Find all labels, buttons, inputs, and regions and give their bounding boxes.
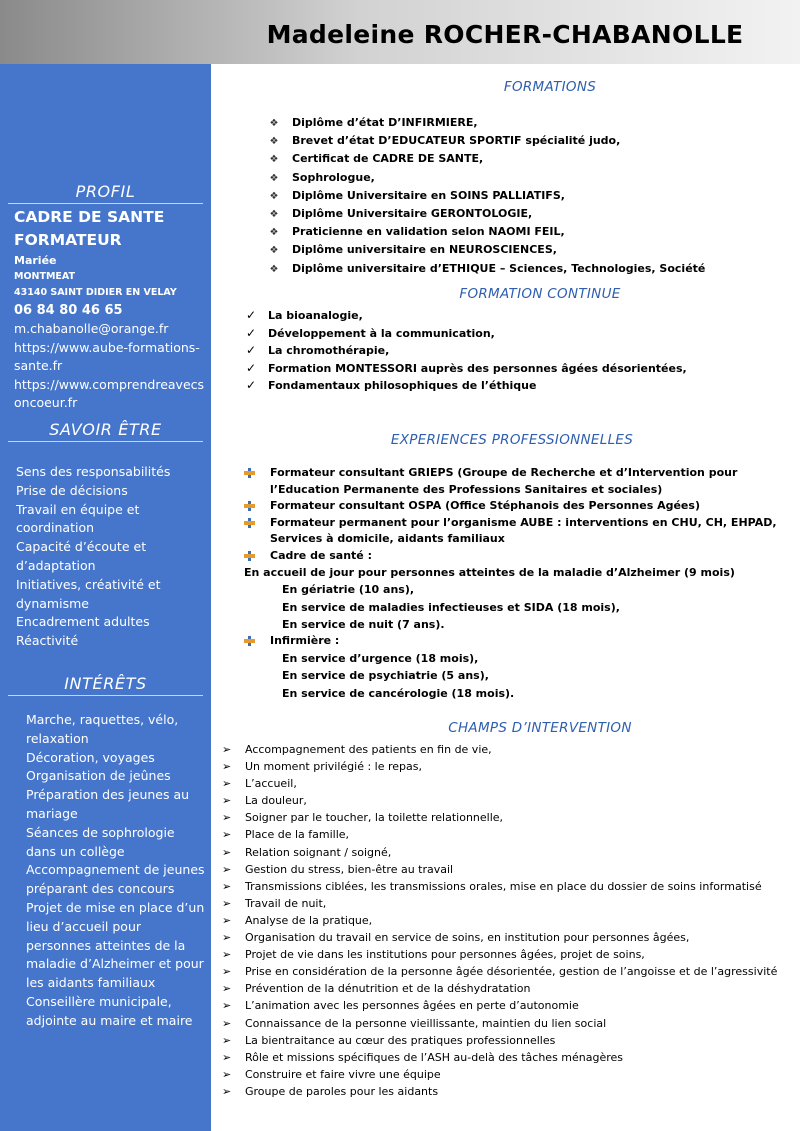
list-item <box>256 205 796 223</box>
experience-item-continued <box>244 531 800 548</box>
experience-text: Services à domicile, aidants familiaux <box>270 532 505 546</box>
experience-text: l’Education Permanente des Professions Sanitaires et sociales) <box>270 482 663 496</box>
list-item-text: Gestion du stress, bien-être au travail <box>245 862 454 876</box>
list-item-text: La bioanalogie, <box>268 309 363 322</box>
list-item: Décoration, voyages <box>26 749 155 765</box>
list-item-text: La douleur, <box>245 794 307 808</box>
flag-bullet-icon <box>244 548 270 565</box>
arrow-bullet-icon: ➢ <box>222 948 232 962</box>
list-item-text: Diplôme universitaire en NEUROSCIENCES, <box>292 243 557 257</box>
list-item <box>256 132 796 150</box>
list-item-text: Travail de nuit, <box>245 896 327 910</box>
arrow-bullet-icon: ➢ <box>222 760 232 774</box>
check-bullet-icon: ✓ <box>246 325 257 340</box>
experience-text: Formateur consultant OSPA (Office Stéphanois des Personnes Agées) <box>270 499 700 513</box>
list-item-text: Prise en considération de la personne âgée désorientée, gestion de l’angoisse et de l’agressivité <box>245 965 778 979</box>
list-item <box>246 325 796 343</box>
list-item-text: Diplôme Universitaire en SOINS PALLIATIFS, <box>292 188 565 202</box>
list-item: Conseillère municipale, adjointe au maire et maire <box>26 993 193 1028</box>
check-bullet-icon: ✓ <box>246 360 257 375</box>
list-item <box>222 1015 798 1032</box>
experience-text: Formateur permanent pour l’organisme AUBE : interventions en CHU, CH, EHPAD, <box>270 515 777 529</box>
page-title: Madeleine ROCHER-CHABANOLLE <box>266 20 744 49</box>
interets-list <box>26 711 206 1031</box>
list-item <box>222 929 798 946</box>
savoir-etre-list <box>16 463 206 651</box>
list-item-text: Prévention de la dénutrition et de la déshydratation <box>245 982 531 996</box>
list-item: Initiatives, créativité et dynamisme <box>16 576 161 611</box>
list-item: Organisation de jeûnes <box>26 768 171 784</box>
list-item-text: Projet de vie dans les institutions pour personnes âgées, projet de soins, <box>245 948 645 962</box>
arrow-bullet-icon: ➢ <box>222 999 232 1013</box>
list-item-text: Organisation du travail en service de soins, en institution pour personnes âgées, <box>245 931 690 945</box>
list-item: Réactivité <box>16 633 79 649</box>
list-item-text: Diplôme d’état D’INFIRMIERE, <box>292 116 478 129</box>
list-item <box>222 844 798 861</box>
list-item-text: Développement à la communication, <box>268 326 495 340</box>
list-item-text: L’accueil, <box>245 777 297 791</box>
website-link-1[interactable]: https://www.aube-formations-sante.fr <box>14 339 200 373</box>
list-item <box>222 809 798 826</box>
marital-status: Mariée <box>14 254 57 267</box>
experience-text: Formateur consultant GRIEPS (Groupe de Recherche et d’Intervention pour <box>270 466 738 479</box>
experience-detail: En accueil de jour pour personnes atteintes de la maladie d’Alzheimer (9 mois) <box>244 565 735 579</box>
list-item-text: Rôle et missions spécifiques de l’ASH au-delà des tâches ménagères <box>245 1050 624 1064</box>
list-item-text: Praticienne en validation selon NAOMI FEIL, <box>292 225 565 239</box>
experience-item <box>244 633 800 650</box>
list-item <box>222 741 798 758</box>
list-item <box>256 150 796 168</box>
profil-heading: PROFIL <box>8 182 203 204</box>
experiences-heading: EXPERIENCES PROFESSIONNELLES <box>390 432 634 448</box>
diamond-bullet-icon: ❖ <box>269 172 279 184</box>
list-item <box>256 114 796 132</box>
diamond-bullet-icon: ❖ <box>269 118 279 129</box>
arrow-bullet-icon: ➢ <box>222 1050 232 1064</box>
list-item <box>222 912 798 929</box>
list-item: Capacité d’écoute et d’adaptation <box>16 539 147 573</box>
list-item <box>246 360 796 378</box>
experience-detail: En gériatrie (10 ans), <box>282 583 415 597</box>
list-item-text: La chromothérapie, <box>268 344 390 358</box>
formation-continue-list <box>246 307 796 395</box>
list-item <box>246 307 796 325</box>
arrow-bullet-icon: ➢ <box>222 862 232 876</box>
experience-detail: En service de maladies infectieuses et SIDA (18 mois), <box>282 600 620 614</box>
experience-item-continued <box>244 482 800 499</box>
list-item-text: Diplôme universitaire d’ETHIQUE – Sciences, Technologies, Société <box>292 261 706 275</box>
list-item-text: Fondamentaux philosophiques de l’éthique <box>268 379 537 393</box>
flag-bullet-icon <box>244 465 270 482</box>
experiences-block <box>244 465 800 702</box>
check-bullet-icon: ✓ <box>246 378 257 393</box>
address-line-2: 43140 SAINT DIDIER EN VELAY <box>14 286 177 298</box>
list-item <box>256 169 796 187</box>
interets-heading: INTÉRÊTS <box>8 674 203 696</box>
arrow-bullet-icon: ➢ <box>222 828 232 842</box>
list-item <box>222 1066 798 1083</box>
list-item-text: Construire et faire vivre une équipe <box>245 1067 441 1081</box>
experience-detail: En service d’urgence (18 mois), <box>282 651 479 665</box>
list-item-text: Analyse de la pratique, <box>245 913 373 927</box>
list-item <box>222 997 798 1014</box>
list-item: Préparation des jeunes au mariage <box>26 787 190 821</box>
list-item-text: Groupe de paroles pour les aidants <box>245 1084 439 1098</box>
list-item-text: Transmissions ciblées, les transmissions orales, mise en place du dossier de soins informatisé <box>245 879 762 893</box>
list-item <box>222 946 798 963</box>
role-line-2: FORMATEUR <box>14 231 122 249</box>
arrow-bullet-icon: ➢ <box>222 794 232 808</box>
list-item: Prise de décisions <box>16 482 128 498</box>
list-item <box>222 861 798 878</box>
list-item <box>256 241 796 259</box>
profil-block <box>14 206 206 413</box>
list-item: Encadrement adultes <box>16 614 150 630</box>
experience-item <box>244 498 800 515</box>
champs-list <box>222 741 798 1100</box>
list-item-text: La bientraitance au cœur des pratiques professionnelles <box>245 1033 556 1047</box>
check-bullet-icon: ✓ <box>246 343 257 358</box>
experience-item <box>244 465 800 482</box>
formations-heading: FORMATIONS <box>503 79 597 95</box>
list-item <box>256 223 796 241</box>
list-item: Projet de mise en place d’un lieu d’accueil pour personnes atteintes de la maladie d’Alzheimer et pour les aidants familiaux <box>26 899 205 991</box>
list-item <box>222 1049 798 1066</box>
list-item <box>222 826 798 843</box>
list-item <box>222 878 798 895</box>
list-item <box>222 775 798 792</box>
experience-text: Infirmière : <box>270 634 340 648</box>
list-item-text: Formation MONTESSORI auprès des personnes âgées désorientées, <box>268 361 687 375</box>
list-item: Accompagnement de jeunes préparant des concours <box>26 862 205 897</box>
list-item <box>222 963 798 980</box>
header-band <box>0 0 800 64</box>
list-item <box>222 895 798 912</box>
list-item <box>222 1083 798 1100</box>
sidebar <box>0 64 211 1131</box>
formation-continue-heading: FORMATION CONTINUE <box>459 286 621 302</box>
list-item-text: Relation soignant / soigné, <box>245 845 392 859</box>
list-item-text: Diplôme Universitaire GERONTOLOGIE, <box>292 207 533 221</box>
diamond-bullet-icon: ❖ <box>269 136 279 148</box>
list-item <box>222 758 798 775</box>
list-item-text: Place de la famille, <box>245 828 350 842</box>
diamond-bullet-icon: ❖ <box>269 263 279 275</box>
experience-item <box>244 548 800 565</box>
arrow-bullet-icon: ➢ <box>222 1067 232 1081</box>
arrow-bullet-icon: ➢ <box>222 913 232 927</box>
experience-detail: En service de cancérologie (18 mois). <box>282 686 515 700</box>
arrow-bullet-icon: ➢ <box>222 879 232 893</box>
flag-bullet-icon <box>244 498 270 515</box>
list-item: Marche, raquettes, vélo, relaxation <box>26 712 179 746</box>
diamond-bullet-icon: ❖ <box>269 154 279 166</box>
role-line-1: CADRE DE SANTE <box>14 208 165 226</box>
list-item-text: Brevet d’état D’EDUCATEUR SPORTIF spécialité judo, <box>292 134 621 148</box>
diamond-bullet-icon: ❖ <box>269 209 279 221</box>
list-item <box>256 260 796 278</box>
arrow-bullet-icon: ➢ <box>222 1033 232 1047</box>
flag-bullet-icon <box>244 515 270 532</box>
list-item: Sens des responsabilités <box>16 464 171 479</box>
experience-detail: En service de psychiatrie (5 ans), <box>282 669 489 683</box>
diamond-bullet-icon: ❖ <box>269 227 279 239</box>
list-item <box>222 1032 798 1049</box>
list-item <box>222 980 798 997</box>
list-item-text: Un moment privilégié : le repas, <box>245 760 423 774</box>
arrow-bullet-icon: ➢ <box>222 931 232 945</box>
formations-list <box>256 114 796 278</box>
website-link-2[interactable]: https://www.comprendreavecsoncoeur.fr <box>14 376 205 410</box>
list-item <box>256 187 796 205</box>
arrow-bullet-icon: ➢ <box>222 1016 232 1030</box>
list-item: Travail en équipe et coordination <box>16 501 140 536</box>
experience-text: Cadre de santé : <box>270 548 372 562</box>
arrow-bullet-icon: ➢ <box>222 845 232 859</box>
address-line-1: MONTMEAT <box>14 271 75 282</box>
champs-heading: CHAMPS D’INTERVENTION <box>448 720 632 736</box>
arrow-bullet-icon: ➢ <box>222 982 232 996</box>
diamond-bullet-icon: ❖ <box>269 245 279 257</box>
phone-number: 06 84 80 46 65 <box>14 303 123 318</box>
arrow-bullet-icon: ➢ <box>222 1084 232 1098</box>
flag-bullet-icon <box>244 633 270 650</box>
list-item <box>222 792 798 809</box>
list-item <box>246 377 796 395</box>
list-item-text: Accompagnement des patients en fin de vie, <box>245 743 492 756</box>
experience-detail: En service de nuit (7 ans). <box>282 617 445 631</box>
savoir-etre-heading: SAVOIR ÊTRE <box>8 420 203 442</box>
list-item-text: Sophrologue, <box>292 170 375 184</box>
arrow-bullet-icon: ➢ <box>222 896 232 910</box>
check-bullet-icon: ✓ <box>246 308 257 322</box>
list-item-text: L’animation avec les personnes âgées en perte d’autonomie <box>245 999 579 1013</box>
experience-item <box>244 515 800 532</box>
arrow-bullet-icon: ➢ <box>222 811 232 825</box>
list-item-text: Connaissance de la personne vieillissante, maintien du lien social <box>245 1016 607 1030</box>
diamond-bullet-icon: ❖ <box>269 190 279 202</box>
list-item-text: Soigner par le toucher, la toilette relationnelle, <box>245 811 504 825</box>
arrow-bullet-icon: ➢ <box>222 777 232 791</box>
arrow-bullet-icon: ➢ <box>222 743 232 756</box>
email-link[interactable]: m.chabanolle@orange.fr <box>14 321 169 336</box>
list-item: Séances de sophrologie dans un collège <box>26 824 175 859</box>
arrow-bullet-icon: ➢ <box>222 965 232 979</box>
list-item <box>246 342 796 360</box>
list-item-text: Certificat de CADRE DE SANTE, <box>292 152 484 166</box>
